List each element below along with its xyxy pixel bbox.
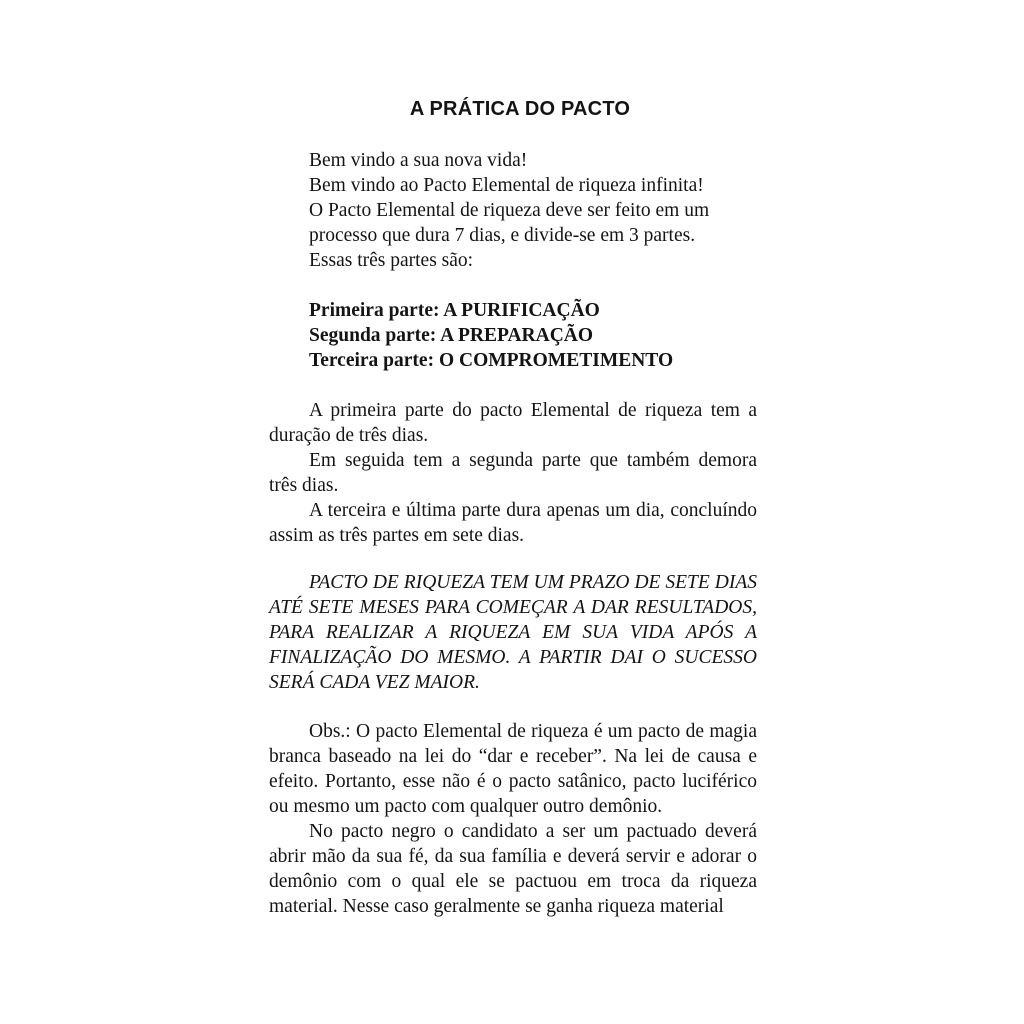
- obs-section: [269, 719, 757, 919]
- duration-paragraph: Em seguida tem a segunda parte que também demora três dias.: [269, 450, 757, 496]
- intro-section: [269, 148, 757, 273]
- intro-line: Bem vindo a sua nova vida!: [309, 150, 528, 171]
- part-second: Segunda parte: A PREPARAÇÃO: [309, 325, 594, 346]
- part-third: Terceira parte: O COMPROMETIMENTO: [309, 350, 674, 371]
- obs-paragraph: Obs.: O pacto Elemental de riqueza é um pacto de magia branca baseado na lei do “dar e receber”. Na lei de causa e efeito. Portanto, esse não é o pacto satânico, pacto luciférico ou mesmo um pacto com qualquer outro demônio.: [269, 721, 757, 817]
- duration-paragraph: A primeira parte do pacto Elemental de riqueza tem a duração de três dias.: [269, 400, 757, 446]
- italic-section: [269, 570, 757, 695]
- italic-paragraph: PACTO DE RIQUEZA TEM UM PRAZO DE SETE DIAS ATÉ SETE MESES PARA COMEÇAR A DAR RESULTADOS, PARA REALIZAR A RIQUEZA EM SUA VIDA APÓS A FINALIZAÇÃO DO MESMO. A PARTIR DAI O SUCESSO SERÁ CADA VEZ MAIOR.: [269, 572, 757, 693]
- duration-section: [269, 398, 757, 548]
- intro-line: processo que dura 7 dias, e divide-se em 3 partes.: [309, 225, 696, 246]
- duration-paragraph: A terceira e última parte dura apenas um dia, concluíndo assim as três partes em sete dias.: [269, 500, 757, 546]
- parts-list: [269, 298, 757, 373]
- intro-line: Essas três partes são:: [309, 250, 474, 271]
- part-first: Primeira parte: A PURIFICAÇÃO: [309, 300, 600, 321]
- page-title: A PRÁTICA DO PACTO: [409, 98, 631, 120]
- intro-line: O Pacto Elemental de riqueza deve ser feito em um: [309, 200, 710, 221]
- obs-paragraph: No pacto negro o candidato a ser um pactuado deverá abrir mão da sua fé, da sua família e deverá servir e adorar o demônio com o qual ele se pactuou em troca da riqueza material. Nesse caso geralmente se ganha riqueza material: [269, 821, 757, 917]
- intro-line: Bem vindo ao Pacto Elemental de riqueza infinita!: [309, 175, 704, 196]
